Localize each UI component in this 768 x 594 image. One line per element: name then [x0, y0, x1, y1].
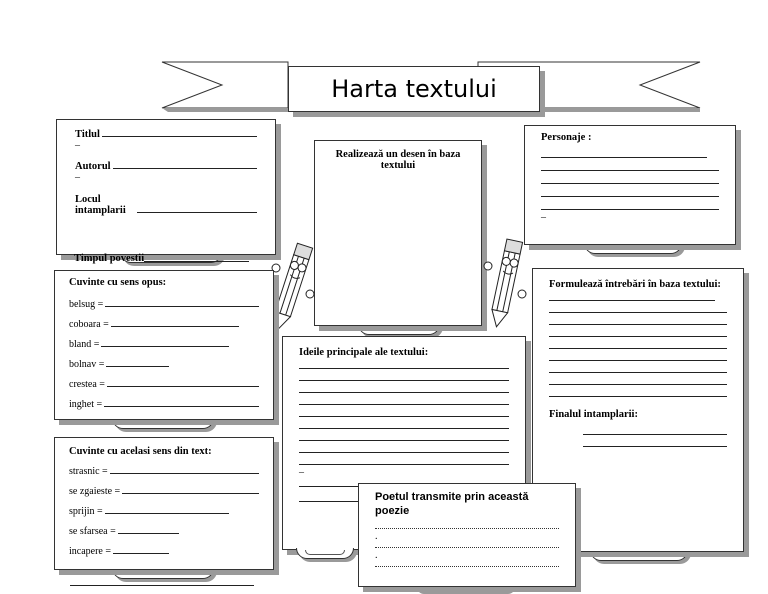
list-item: incapere =	[69, 537, 259, 557]
list-item: belsug =	[69, 290, 259, 310]
synonyms-heading: Cuvinte cu acelasi sens din text:	[69, 446, 212, 457]
dot-line: .	[375, 531, 378, 542]
message-box	[358, 483, 576, 587]
pencil-mascot-right-icon	[482, 232, 532, 332]
list-item: bolnav =	[69, 350, 259, 370]
dash: –	[75, 140, 80, 151]
opposites-heading: Cuvinte cu sens opus:	[69, 277, 167, 288]
questions-heading: Formulează întrebări în baza textului:	[549, 279, 721, 290]
dash: –	[541, 212, 546, 223]
characters-heading: Personaje :	[541, 132, 592, 143]
drawing-box	[314, 140, 482, 326]
time-label: Timpul povestii	[74, 253, 249, 264]
banner-title-box	[288, 66, 540, 112]
dash: –	[75, 172, 80, 183]
list-item: se sfarsea =	[69, 517, 259, 537]
author-label: Autorul	[75, 161, 111, 172]
list-item: strasnic =	[69, 457, 259, 477]
message-heading: Poetul transmite prin această poezie	[375, 491, 529, 517]
title-label: Titlul	[75, 129, 100, 140]
place-label: Locul intamplarii	[75, 194, 126, 216]
list-item: se zgaieste =	[69, 477, 259, 497]
list-item: bland =	[69, 330, 259, 350]
characters-box	[524, 125, 736, 245]
list-item: coboara =	[69, 310, 259, 330]
list-item: sprijin =	[69, 497, 259, 517]
list-item: inghet =	[69, 390, 259, 410]
title-box	[56, 119, 276, 255]
ending-heading: Finalul intamplarii:	[549, 409, 638, 420]
dash: –	[299, 467, 304, 478]
scroll-decoration	[296, 548, 354, 559]
synonyms-box	[54, 437, 274, 570]
main-ideas-heading: Ideile principale ale textului:	[299, 347, 429, 358]
page-title: Harta textului	[331, 75, 497, 103]
list-item: crestea =	[69, 370, 259, 390]
opposites-box	[54, 270, 274, 420]
divider	[70, 585, 254, 586]
drawing-heading: Realizează un desen în baza textului	[335, 149, 461, 171]
pencil-mascot-left-icon	[268, 236, 318, 336]
dot-line: .	[375, 550, 378, 561]
